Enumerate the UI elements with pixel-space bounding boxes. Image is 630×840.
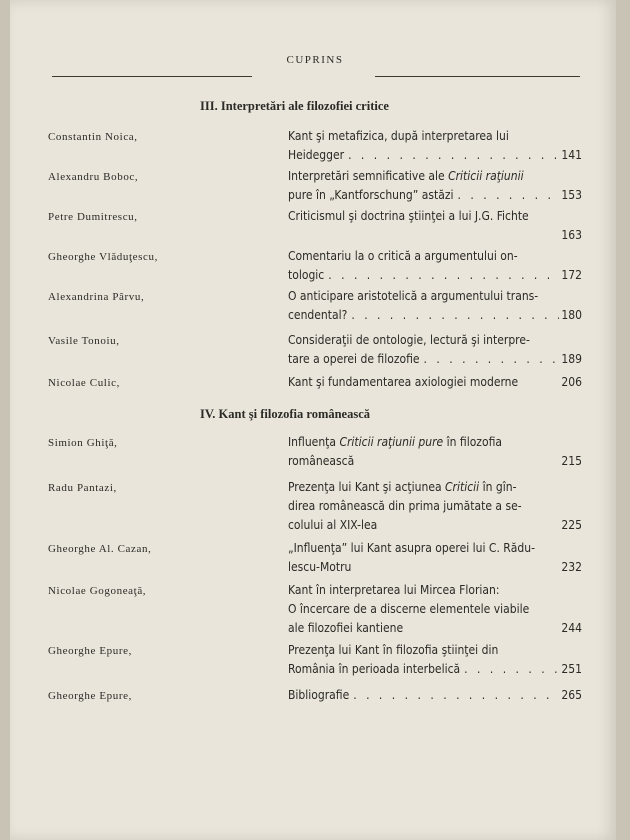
toc-entry	[288, 581, 582, 638]
entry-title-line: Bibliografie	[288, 688, 350, 702]
toc-entry	[288, 167, 582, 205]
toc-entry	[288, 287, 582, 325]
author-name: Gheorghe Vlăduţescu,	[48, 251, 158, 263]
entry-title-line: ale filozofiei kantiene	[288, 621, 404, 635]
entry-title-text: Prezenţa lui Kant şi acţiunea	[288, 480, 446, 494]
author-name: Gheorghe Epure,	[48, 690, 132, 702]
entry-title-line: românească	[288, 454, 355, 468]
toc-entry	[288, 539, 582, 577]
toc-entry	[288, 331, 582, 369]
entry-title-line: Prezenţa lui Kant în filozofia ştiinţei din	[288, 643, 499, 657]
leader-dots	[349, 686, 559, 705]
entry-title-line: Comentariu la o critică a argumentului on-	[288, 249, 518, 263]
entry-title-text: Interpretări semnificative ale	[288, 169, 449, 183]
page-number: 265	[561, 688, 582, 702]
author-name: Nicolae Gogoneaţă,	[48, 585, 147, 597]
author-name: Gheorghe Al. Cazan,	[48, 543, 152, 555]
page-number: 172	[561, 268, 582, 282]
author-name: Simion Ghiţă,	[48, 437, 118, 449]
leader-dots	[420, 350, 560, 369]
toc-entry	[288, 686, 582, 705]
author-name: Nicolae Culic,	[48, 377, 120, 389]
header-rule-left	[52, 76, 252, 77]
entry-title-line: tologic	[288, 268, 325, 282]
entry-title-line: colului al XIX-lea	[288, 518, 378, 532]
entry-title-text: Influenţa	[288, 435, 340, 449]
section-title-iv: IV. Kant şi filozofia românească	[200, 407, 371, 421]
author-name: Vasile Tonoiu,	[48, 335, 120, 347]
author-name: Alexandrina Pârvu,	[48, 291, 145, 303]
entry-title-line: Consideraţii de ontologie, lectură şi interpre-	[288, 333, 530, 347]
author-name: Petre Dumitrescu,	[48, 211, 138, 223]
page-number: 163	[561, 228, 582, 242]
page-number: 232	[561, 560, 582, 574]
running-head: CUPRINS	[286, 54, 344, 66]
entry-title-line: Kant în interpretarea lui Mircea Florian:	[288, 583, 500, 597]
leader-dots	[460, 660, 559, 679]
entry-title-text: în gîn-	[479, 480, 517, 494]
author-name: Constantin Noica,	[48, 131, 138, 143]
page-number: 215	[561, 454, 582, 468]
header-rule-right	[375, 76, 580, 77]
author-name: Alexandru Boboc,	[48, 171, 139, 183]
entry-title-italic: Criticii	[445, 480, 480, 494]
toc-entry	[288, 127, 582, 165]
toc-entry	[288, 207, 582, 245]
entry-title-italic: Criticii raţiunii	[448, 169, 524, 183]
page-number: 251	[561, 662, 582, 676]
entry-title-line: O anticipare aristotelică a argumentului trans-	[288, 289, 539, 303]
toc-entry	[288, 373, 582, 392]
entry-title-text: în filozofia	[443, 435, 502, 449]
entry-title-italic: Criticii raţiunii pure	[339, 435, 444, 449]
entry-title-line: O încercare de a discerne elementele viabile	[288, 602, 530, 616]
entry-title-line: lescu-Motru	[288, 560, 352, 574]
page-number: 153	[561, 188, 582, 202]
toc-entry	[288, 247, 582, 285]
entry-title-line: pure în „Kantforschung” astăzi	[288, 188, 454, 202]
page-number: 244	[561, 621, 582, 635]
entry-title-line: România în perioada interbelică	[288, 662, 461, 676]
entry-title-line: Criticismul şi doctrina ştiinţei a lui J.G. Fichte	[288, 209, 529, 223]
section-title-iii: III. Interpretări ale filozofiei critice	[200, 99, 389, 113]
entry-title-line: cendental?	[288, 308, 348, 322]
leader-dots	[324, 266, 559, 285]
leader-dots	[347, 306, 559, 325]
entry-title-line: direa românească din prima jumătate a se-	[288, 499, 522, 513]
entry-title-line: Kant şi fundamentarea axiologiei moderne	[288, 375, 519, 389]
author-name: Gheorghe Epure,	[48, 645, 132, 657]
toc-entry	[288, 478, 582, 535]
entry-title-line: Heidegger	[288, 148, 345, 162]
page-number: 141	[561, 148, 582, 162]
page-number: 189	[561, 352, 582, 366]
author-name: Radu Pantazi,	[48, 482, 117, 494]
page-number: 225	[561, 518, 582, 532]
toc-entry	[288, 641, 582, 679]
leader-dots	[454, 186, 560, 205]
page-number: 206	[561, 375, 582, 389]
entry-title-line: Kant şi metafizica, după interpretarea lui	[288, 129, 509, 143]
leader-dots	[344, 146, 559, 165]
entry-title-line: „Influenţa” lui Kant asupra operei lui C. Rădu-	[288, 541, 536, 555]
page-number: 180	[561, 308, 582, 322]
entry-title-line: tare a operei de filozofie	[288, 352, 420, 366]
toc-entry	[288, 433, 582, 471]
